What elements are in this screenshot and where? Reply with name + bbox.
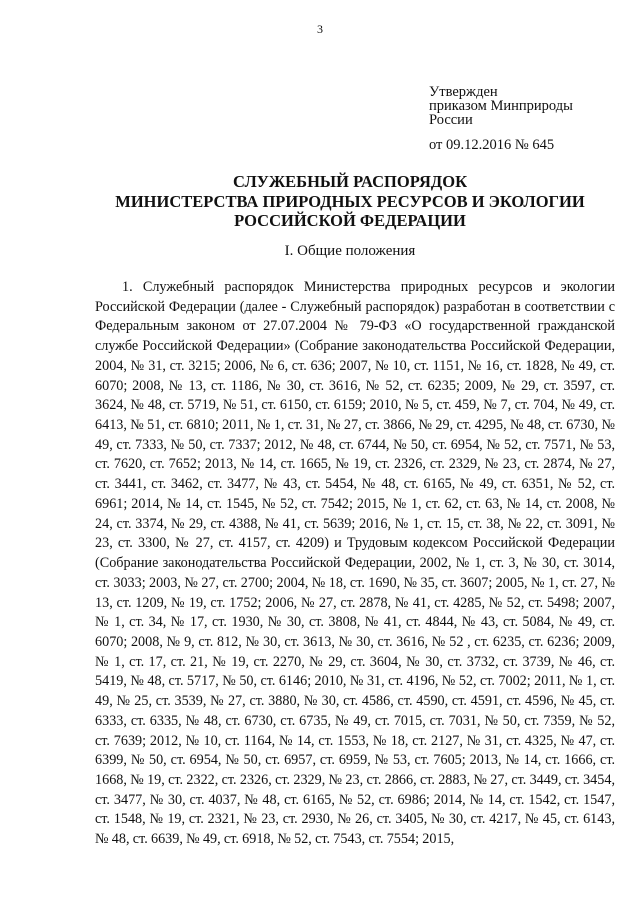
section-heading: I. Общие положения (284, 243, 416, 259)
approval-date-number: от 09.12.2016 № 645 (429, 137, 555, 153)
document-title (60, 172, 640, 231)
title-line-2: МИНИСТЕРСТВА ПРИРОДНЫХ РЕСУРСОВ И ЭКОЛОГИИ (115, 191, 585, 211)
title-line-1: СЛУЖЕБНЫЙ РАСПОРЯДОК (232, 172, 468, 191)
page-number: 3 (317, 22, 323, 36)
approval-stamp (429, 85, 573, 152)
paragraph-1: 1. Служебный распорядок Министерства природных ресурсов и экологии Российской Федерации (далее - Служебный распорядок) разработан в соответствии с Федеральным законом от 27.07.2004 № 79-ФЗ «О государственной гражданской службе Российской Федерации» (Собрание законодательства Российской Федерации, 2004, № 31, ст. 3215; 2006, № 6, ст. 636; 2007, № 10, ст. 1151, № 16, ст. 1828, № 49, ст. 6070; 2008, № 13, ст. 1186, № 30, ст. 3616, № 52, ст. 6235; 2009, № 29, ст. 3597, ст. 3624, № 48, ст. 5719, № 51, ст. 6150, ст. 6159; 2010, № 5, ст. 459, № 7, ст. 704, № 49, ст. 6413, № 51, ст. 6810; 2011, № 1, ст. 31, № 27, ст. 3866, № 29, ст. 4295, № 48, ст. 6730, № 49, ст. 7333, № 50, ст. 7337; 2012, № 48, ст. 6744, № 50, ст. 6954, № 52, ст. 7571, № 53, ст. 7620, ст. 7652; 2013, № 14, ст. 1665, № 19, ст. 2326, ст. 2329, № 23, ст. 2874, № 27, ст. 3441, ст. 3462, ст. 3477, № 43, ст. 5454, № 48, ст. 6165, № 49, ст. 6351, № 52, ст. 6961; 2014, № 14, ст. 1545, № 52, ст. 7542; 2015, № 1, ст. 62, ст. 63, № 14, ст. 2008, № 24, ст. 3374, № 29, ст. 4388, № 41, ст. 5639; 2016, № 1, ст. 15, ст. 38, № 22, ст. 3091, № 23, ст. 3300, № 27, ст. 4157, ст. 4209) и Трудовым кодексом Российской Федерации (Собрание законодательства Российской Федерации, 2002, № 1, ст. 3, № 30, ст. 3014, ст. 3033; 2003, № 27, ст. 2700; 2004, № 18, ст. 1690, № 35, ст. 3607; 2005, № 1, ст. 27, № 13, ст. 1209, № 19, ст. 1752; 2006, № 27, ст. 2878, № 41, ст. 4285, № 52, ст. 5498; 2007, № 1, ст. 34, № 17, ст. 1930, № 30, ст. 3808, № 41, ст. 4844, № 43, ст. 5084, № 49, ст. 6070; 2008, № 9, ст. 812, № 30, ст. 3613, № 30, ст. 3616, № 52 , ст. 6235, ст. 6236; 2009, № 1, ст. 17, ст. 21, № 19, ст. 2270, № 29, ст. 3604, № 30, ст. 3732, ст. 3739, № 46, ст. 5419, № 48, ст. 5717, № 50, ст. 6146; 2010, № 31, ст. 4196, № 52, ст. 7002; 2011, № 1, ст. 49, № 25, ст. 3539, № 27, ст. 3880, № 30, ст. 4586, ст. 4590, ст. 4591, ст. 4596, № 45, ст. 6333, ст. 6335, № 48, ст. 6730, ст. 6735, № 49, ст. 7015, ст. 7031, № 50, ст. 7359, № 52, ст. 7639; 2012, № 10, ст. 1164, № 14, ст. 1553, № 18, ст. 2127, № 31, ст. 4325, № 47, ст. 6399, № 50, ст. 6954, № 50, ст. 6957, ст. 6959, № 53, ст. 7605; 2013, № 14, ст. 1666, ст. 1668, № 19, ст. 2322, ст. 2326, ст. 2329, № 23, ст. 2866, ст. 2883, № 27, ст. 3449, ст. 3454, ст. 3477, № 30, ст. 4037, № 48, ст. 6165, № 52, ст. 6986; 2014, № 14, ст. 1542, ст. 1547, ст. 1548, № 19, ст. 2321, № 23, ст. 2930, № 26, ст. 3405, № 30, ст. 4217, № 45, ст. 6143, № 48, ст. 6639, № 49, ст. 6918, № 52, ст. 7543, ст. 7554; 2015, (95, 279, 615, 848)
title-line-3: РОССИЙСКОЙ ФЕДЕРАЦИИ (234, 211, 466, 230)
approval-line-country: России (429, 112, 473, 128)
approval-line-order: приказом Минприроды (429, 98, 573, 114)
approval-line-approved: Утвержден (429, 84, 498, 100)
